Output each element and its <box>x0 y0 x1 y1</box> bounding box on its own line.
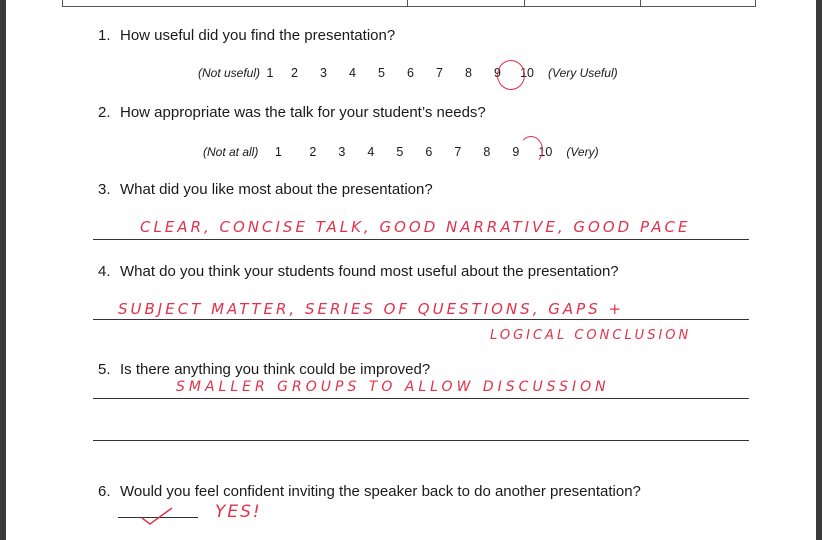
left-frame <box>0 0 6 540</box>
scale-2-option[interactable]: 2 <box>309 145 317 159</box>
answer-4-line[interactable] <box>93 319 749 320</box>
scale-1-option[interactable]: 8 <box>465 66 472 80</box>
check-mark <box>140 506 210 526</box>
scale-2-option[interactable]: 3 <box>338 145 346 159</box>
scale-1-low-label: (Not useful) <box>198 66 261 80</box>
selection-circle-2 <box>519 136 543 164</box>
answer-4-handwriting-line2: LOGICAL CONCLUSION <box>490 328 692 343</box>
question-6-text: Would you feel confident inviting the speaker back to do another presentation? <box>120 483 641 500</box>
scale-1-option[interactable]: 2 <box>291 66 298 80</box>
question-6: 6. Would you feel confident inviting the speaker back to do another presentation? <box>98 483 641 500</box>
scale-2-option-selected[interactable]: 9 <box>512 145 520 159</box>
answer-4-handwriting: SUBJECT MATTER, SERIES OF QUESTIONS, GAPS + <box>118 300 625 318</box>
scale-1-option[interactable]: 3 <box>320 66 327 80</box>
question-1: 1. How useful did you find the presentation? <box>98 27 396 44</box>
question-3-text: What did you like most about the presentation? <box>120 181 433 198</box>
scale-1-option-selected[interactable]: 9 <box>494 66 501 80</box>
answer-5-line[interactable] <box>93 398 749 399</box>
scale-2-high-label: (Very) <box>566 145 599 159</box>
scale-2-option[interactable]: 7 <box>454 145 462 159</box>
scale-1-high-label: (Very Useful) <box>548 66 618 80</box>
question-1-text: How useful did you find the presentation? <box>120 27 396 44</box>
top-table-border <box>62 0 756 7</box>
question-3: 3. What did you like most about the presentation? <box>98 181 433 198</box>
scale-1-option[interactable]: 6 <box>407 66 414 80</box>
scale-2-option[interactable]: 5 <box>396 145 404 159</box>
answer-3-line[interactable] <box>93 239 749 240</box>
scale-1-option[interactable]: 1 <box>266 66 274 80</box>
scale-2-option[interactable]: 8 <box>483 145 491 159</box>
answer-3-handwriting: CLEAR, CONCISE TALK, GOOD NARRATIVE, GOOD PACE <box>140 218 691 236</box>
right-frame <box>816 0 822 540</box>
rating-scale-1 <box>198 66 618 80</box>
scale-2-option[interactable]: 10 <box>538 145 553 159</box>
question-5-text: Is there anything you think could be improved? <box>120 361 431 378</box>
scale-1-option[interactable]: 5 <box>378 66 385 80</box>
scale-1-option[interactable]: 10 <box>520 66 534 80</box>
scale-2-option[interactable]: 6 <box>425 145 433 159</box>
question-5: 5. Is there anything you think could be improved? <box>98 361 431 378</box>
scale-2-option[interactable]: 4 <box>367 145 375 159</box>
scale-1-option[interactable]: 7 <box>436 66 443 80</box>
answer-5-line-2[interactable] <box>93 440 749 441</box>
scale-2-low-label: (Not at all) <box>203 145 259 159</box>
question-2-text: How appropriate was the talk for your student’s needs? <box>120 104 486 121</box>
scale-1-option[interactable]: 4 <box>349 66 356 80</box>
selection-circle-1 <box>497 60 525 90</box>
question-2: 2. How appropriate was the talk for your student’s needs? <box>98 104 486 121</box>
scale-2-option[interactable]: 1 <box>274 145 282 159</box>
answer-5-handwriting: SMALLER GROUPS TO ALLOW DISCUSSION <box>176 379 610 395</box>
question-4-text: What do you think your students found most useful about the presentation? <box>120 263 619 280</box>
answer-6-handwriting: YES! <box>215 502 262 522</box>
question-4: 4. What do you think your students found most useful about the presentation? <box>98 263 619 280</box>
